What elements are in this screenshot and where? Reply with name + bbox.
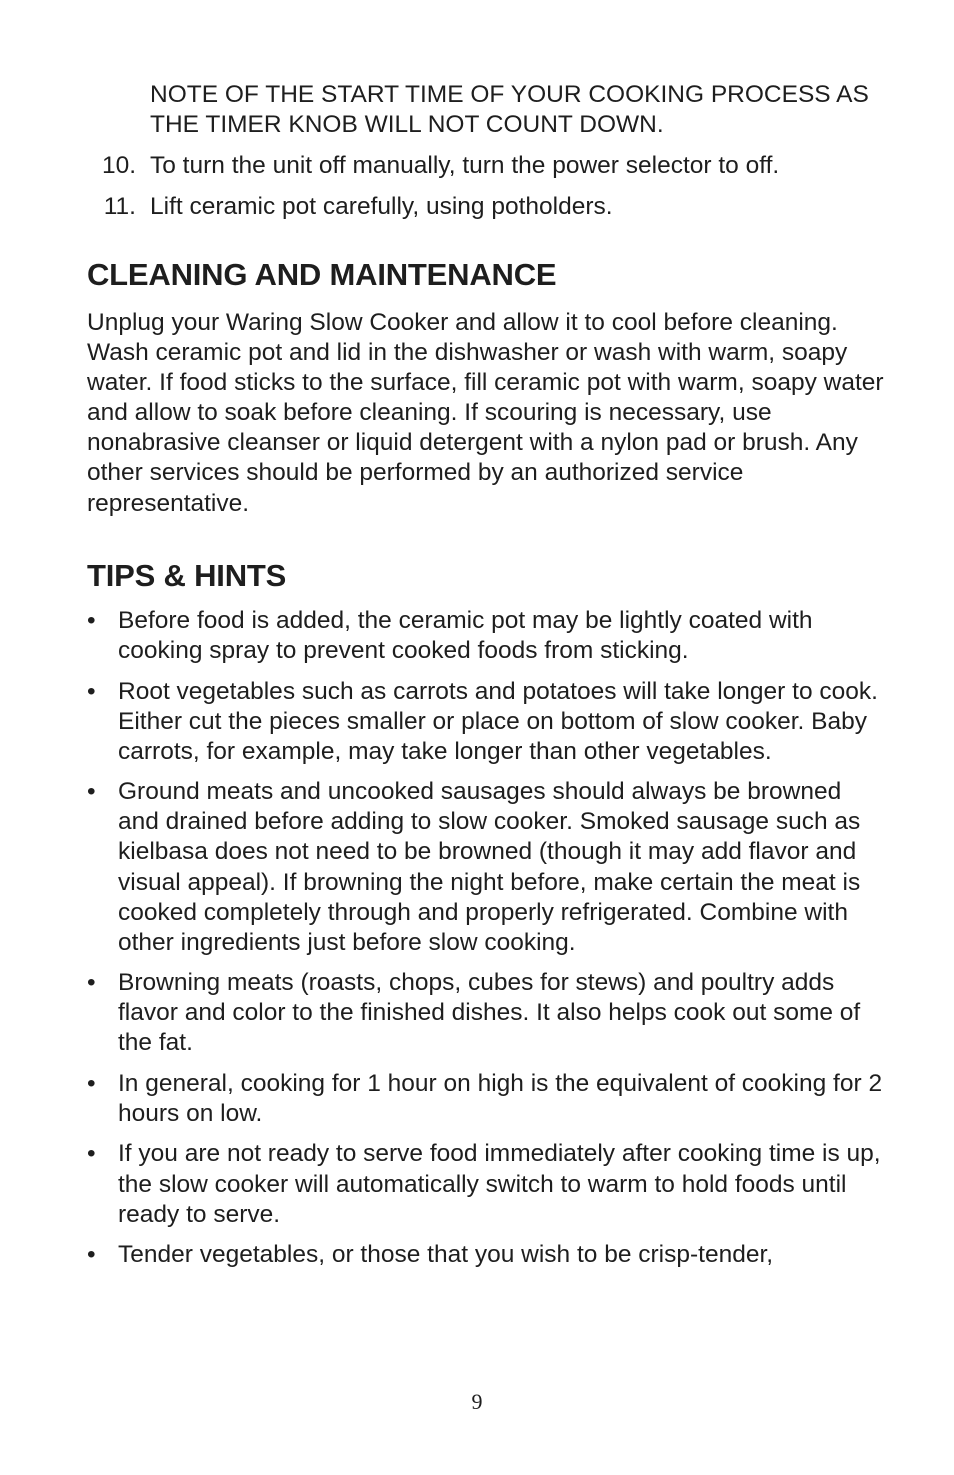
- tip-text: Tender vegetables, or those that you wish to be crisp-tender,: [118, 1241, 774, 1269]
- tip-item: [87, 1069, 887, 1129]
- bullet-icon: •: [87, 969, 96, 997]
- tips-heading: TIPS & HINTS: [87, 558, 287, 593]
- tip-text: If you are not ready to serve food immediately after cooking time is up, the slow cooker will automatically switch to warm to hold foods until ready to serve.: [118, 1140, 881, 1228]
- step-number: 11.: [103, 193, 136, 220]
- page-number: 9: [471, 1389, 483, 1414]
- cleaning-heading: CLEANING AND MAINTENANCE: [87, 257, 557, 292]
- step-text: To turn the unit off manually, turn the power selector to off.: [150, 152, 780, 179]
- step-text: Lift ceramic pot carefully, using potholders.: [150, 193, 613, 220]
- tip-text: Browning meats (roasts, chops, cubes for stews) and poultry adds flavor and color to the finished dishes. It also helps cook out some of the fat.: [118, 969, 861, 1057]
- tip-text: In general, cooking for 1 hour on high is the equivalent of cooking for 2 hours on low.: [118, 1069, 883, 1127]
- step-number: 10.: [101, 152, 136, 179]
- bullet-icon: •: [87, 677, 96, 705]
- tip-text: Before food is added, the ceramic pot may be lightly coated with cooking spray to prevent cooked foods from sticking.: [118, 607, 813, 665]
- tip-item: [87, 777, 887, 958]
- tip-item: [87, 1139, 887, 1229]
- bullet-icon: •: [87, 607, 96, 634]
- tip-item: [87, 677, 887, 767]
- tip-item: [87, 1240, 887, 1270]
- tip-text: Ground meats and uncooked sausages should always be browned and drained before adding to slow cooker. Smoked sausage such as kielbasa does not need to be browned (though it may add flavor and visual appeal). If browning the night before, make certain the meat is cooked completely through and properly refrigerated. Combine with other ingredients just before slow cooking.: [118, 778, 861, 956]
- tip-item: [87, 968, 887, 1058]
- tip-item: [87, 606, 887, 666]
- tip-text: Root vegetables such as carrots and potatoes will take longer to cook. Either cut the pieces smaller or place on bottom of slow cooker. Baby carrots, for example, may take longer than other vegetables.: [118, 677, 878, 765]
- bullet-icon: •: [87, 1069, 96, 1097]
- step-continuation-text: NOTE OF THE START TIME OF YOUR COOKING PROCESS AS THE TIMER KNOB WILL NOT COUNT DOWN.: [150, 81, 869, 139]
- cleaning-paragraph: Unplug your Waring Slow Cooker and allow it to cool before cleaning. Wash ceramic pot and lid in the dishwasher or wash with warm, soapy water. If food sticks to the surface, fill ceramic pot with warm, soapy water and allow to soak before cleaning. If scouring is necessary, use nonabrasive cleanser or liquid detergent with a nylon pad or brush. Any other services should be performed by an authorized service representative.: [87, 309, 884, 517]
- bullet-icon: •: [87, 1140, 96, 1168]
- bullet-icon: •: [87, 778, 96, 806]
- bullet-icon: •: [87, 1241, 96, 1269]
- tips-list: [87, 606, 887, 1281]
